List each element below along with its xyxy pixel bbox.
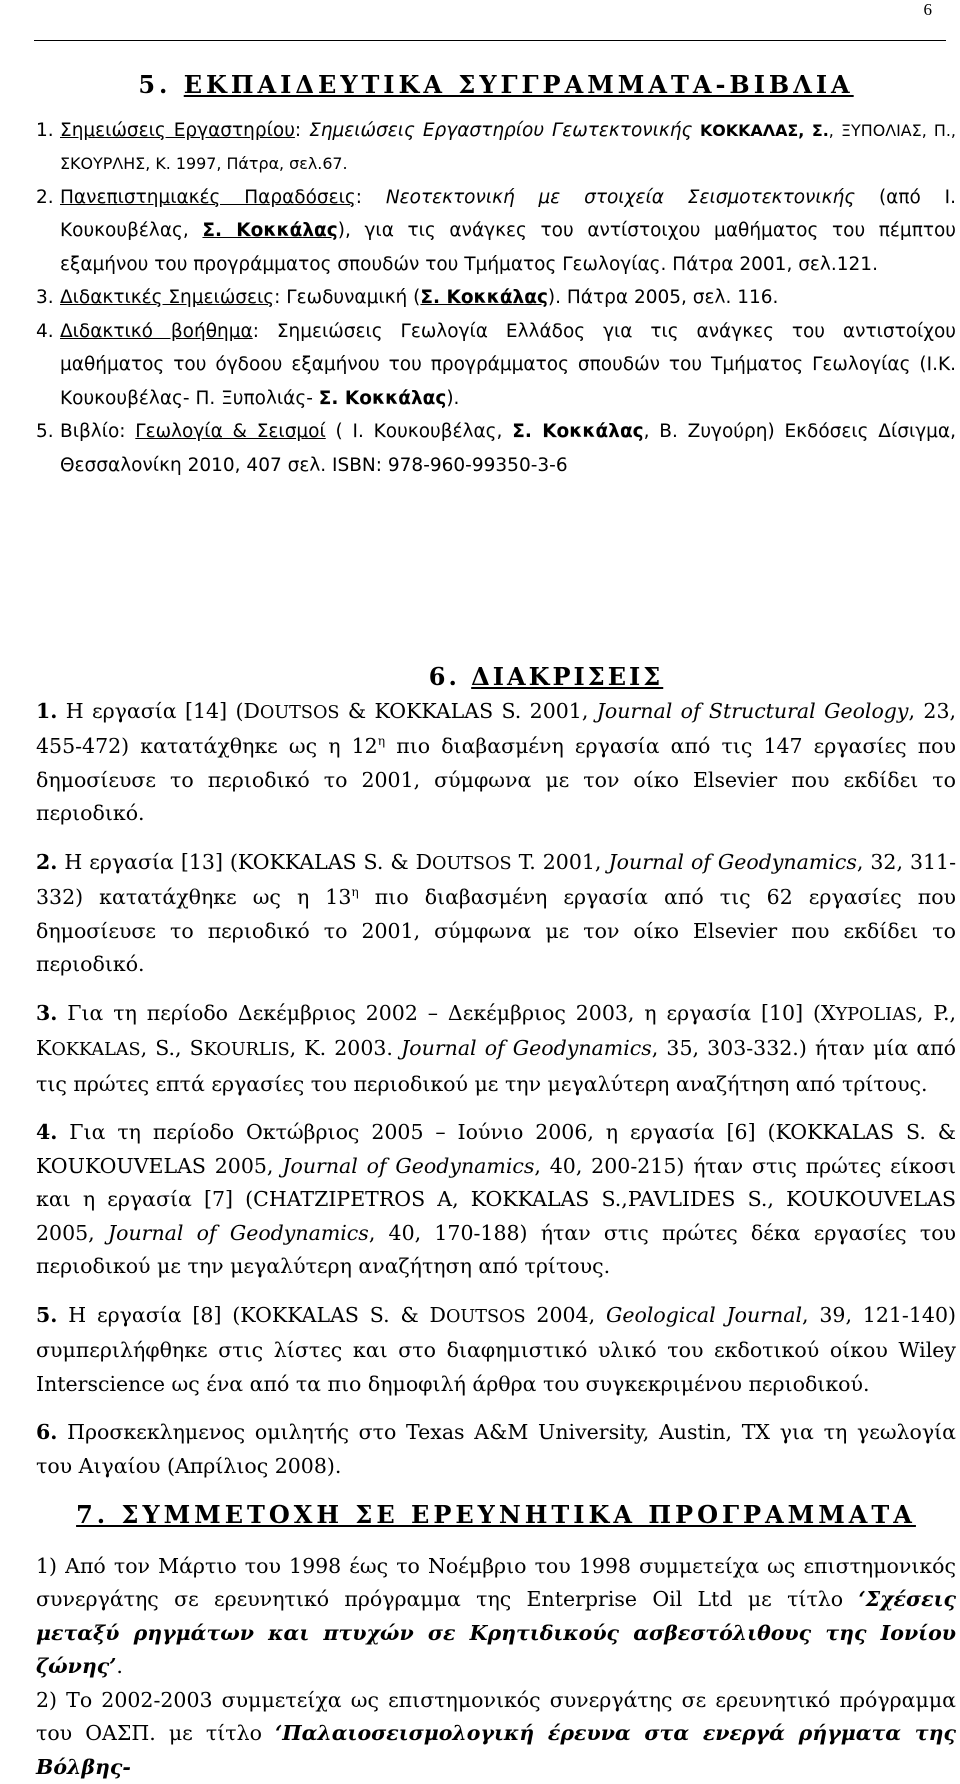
section-6-number: 6. [429, 662, 471, 691]
section-5-title: ΕΚΠΑΙΔΕΥΤΙΚΑ ΣΥΓΓΡΑΜΜΑΤΑ-ΒΙΒΛΙΑ [184, 70, 854, 99]
link-teaching-aid[interactable]: Διδακτικό βοήθημα [60, 321, 253, 342]
section-5-number: 5. [138, 70, 183, 99]
distinctions-list [36, 695, 956, 1484]
list-item: 5. Βιβλίο: Γεωλογία & Σεισμοί ( Ι. Κουκουβέλας, Σ. Κοκκάλας, Β. Ζυγούρη) Εκδόσεις Δίσιγμα, Θεσσαλονίκη 2010, 407 σελ. ISBN: 978-960-99350-3-6 [36, 415, 956, 482]
link-university-lectures[interactable]: Πανεπιστημιακές Παραδόσεις [60, 187, 356, 208]
document-body [36, 64, 956, 1784]
link-teaching-notes[interactable]: Διδακτικές Σημειώσεις [60, 287, 274, 308]
section-6-title: ΔΙΑΚΡΙΣΕΙΣ [471, 662, 663, 691]
list-item: 6. Προσκεκλημενος ομιλητής στο Texas A&M University, Austin, TX για τη γεωλογία του Αιγαίου (Απρίλιος 2008). [36, 1416, 956, 1483]
textbooks-list [36, 114, 956, 483]
list-item: 4. Διδακτικό βοήθημα: Σημειώσεις Γεωλογία Ελλάδος για τις ανάγκες του αντιστοίχου μαθήματος του όγδοου εξαμήνου του προγράμματος σπουδών του Τμήματος Γεωλογίας (Ι.Κ. Κουκουβέλας- Π. Ξυπολιάς- Σ. Κοκκάλας). [36, 315, 956, 416]
list-item: 2. Πανεπιστημιακές Παραδόσεις: Νεοτεκτονική με στοιχεία Σεισμοτεκτονικής (από Ι. Κουκουβέλας, Σ. Κοκκάλας), για τις ανάγκες του αντίστοιχου μαθήματος του πέμπτου εξαμήνου του προγράμματος σπουδών του Τμήματος Γεωλογίας. Πάτρα 2001, σελ.121. [36, 181, 956, 282]
link-lab-notes[interactable]: Σημειώσεις Εργαστηρίου [60, 120, 295, 141]
list-item: 4. Για τη περίοδο Οκτώβριος 2005 – Ιούνιο 2006, η εργασία [6] (KOKKALAS S. & KOUKOUVELAS 2005, Journal of Geodynamics, 40, 200-215) ήταν στις πρώτες είκοσι και η εργασία [7] (CHATZIPETROS A, KOKKALAS S.,PAVLIDES S., KOUKOUVELAS 2005, Journal of Geodynamics, 40, 170-188) ήταν στις πρώτες δέκα εργασίες του περιοδικού με την μεγαλύτερη αναζήτηση από τρίτους. [36, 1116, 956, 1284]
list-item: 3. Για τη περίοδο Δεκέμβριος 2002 – Δεκέμβριος 2003, η εργασία [10] (XYPOLIAS, P., KOKKALAS, S., SKOURLIS, K. 2003. Journal of Geodynamics, 35, 303-332.) ήταν μία από τις πρώτες επτά εργασίες του περιοδικού με την μεγαλύτερη αναζήτηση από τρίτους. [36, 997, 956, 1102]
page-number: 6 [924, 0, 933, 20]
list-item: 1. Σημειώσεις Εργαστηρίου: Σημειώσεις Εργαστηρίου Γεωτεκτονικής ΚΟΚΚΑΛΑΣ, Σ., ΞΥΠΟΛΙΑΣ, Π., ΣΚΟΥΡΛΗΣ, Κ. 1997, Πάτρα, σελ.67. [36, 114, 956, 181]
link-book-geology-earthquakes[interactable]: Γεωλογία & Σεισμοί [135, 421, 325, 442]
header-rule [34, 40, 946, 41]
section-7-heading: 7. ΣΥΜΜΕΤΟΧΗ ΣΕ ΕΡΕΥΝΗΤΙΚΑ ΠΡΟΓΡΑΜΜΑΤΑ [36, 1498, 956, 1532]
section-5-heading [36, 68, 956, 102]
list-item: 3. Διδακτικές Σημειώσεις: Γεωδυναμική (Σ. Κοκκάλας). Πάτρα 2005, σελ. 116. [36, 281, 956, 315]
section-6-heading [36, 660, 956, 694]
list-item: 5. Η εργασία [8] (KOKKALAS S. & DOUTSOS 2004, Geological Journal, 39, 121-140) συμπεριλήφθηκε στις λίστες και στο διαφημιστικό υλικό του εκδοτικού οίκου Wiley Interscience ως ένα από τα πιο δημοφιλή άρθρα του συγκεκριμένου περιοδικού. [36, 1299, 956, 1402]
research-programs-list [36, 1550, 956, 1784]
list-item: 2. Η εργασία [13] (KOKKALAS S. & DOUTSOS T. 2001, Journal of Geodynamics, 32, 311-332) κατατάχθηκε ως η $13^\eta$ πιο διαβασμένη εργασία από τις 62 εργασίες που δημοσίευσε το περιοδικό το 2001, σύμφωνα με τον οίκο Elsevier που εκδίδει το περιοδικό. [36, 846, 956, 982]
list-item: 2) Το 2002-2003 συμμετείχα ως επιστημονικός συνεργάτης σε ερευνητικό πρόγραμμα του ΟΑΣΠ. με τίτλο ‘Παλαιοσεισμολογική έρευνα στα ενεργά ρήγματα της Βόλβης- [36, 1684, 956, 1784]
list-item: 1. Η εργασία [14] (DOUTSOS & KOKKALAS S. 2001, Journal of Structural Geology, 23, 455-472) κατατάχθηκε ως η $12^\eta$ πιο διαβασμένη εργασία από τις 147 εργασίες που δημοσίευσε το περιοδικό το 2001, σύμφωνα με τον οίκο Elsevier που εκδίδει το περιοδικό. [36, 695, 956, 831]
list-item: 1) Από τον Μάρτιο του 1998 έως το Νοέμβριο του 1998 συμμετείχα ως επιστημονικός συνεργάτης σε ερευνητικό πρόγραμμα της Enterprise Oil Ltd με τίτλο ‘Σχέσεις μεταξύ ρηγμάτων και πτυχών σε Κρητιδικούς ασβεστόλιθους της Ιονίου ζώνης’. [36, 1550, 956, 1684]
